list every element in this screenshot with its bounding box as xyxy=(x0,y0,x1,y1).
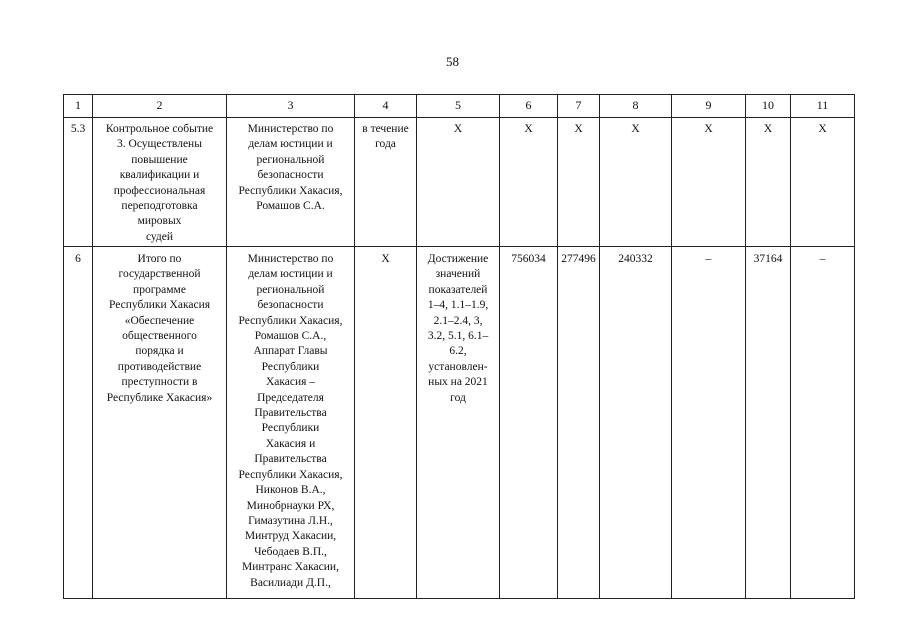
event-name: Итого по государственной программе Республики Хакасия «Обеспечение общественного порядка и противодействие преступности в Республике Хакасия» xyxy=(93,247,227,599)
column-number-row xyxy=(64,95,855,118)
column-number-5: 5 xyxy=(417,95,500,118)
expected-result: Достижение значений показателей 1–4, 1.1–1.9, 2.1–2.4, 3, 3.2, 5.1, 6.1– 6.2, установлен- ных на 2021 год xyxy=(417,247,500,599)
value-col-11: Х xyxy=(791,118,855,247)
event-name: Контрольное событие 3. Осуществлены повышение квалификации и профессиональная переподготовка мировых судей xyxy=(93,118,227,247)
column-number-8: 8 xyxy=(600,95,672,118)
value-col-6: Х xyxy=(500,118,558,247)
value-col-6: 756034 xyxy=(500,247,558,599)
responsible-executor: Министерство по делам юстиции и региональной безопасности Республики Хакасия, Ромашов С.А., Аппарат Главы Республики Хакасия – Председателя Правительства Республики Хакасия и Правительства Республики Хакасия, Никонов В.А., Минобрнауки РХ, Гимазутина Л.Н., Минтруд Хакасии, Чебодаев В.П., Минтранс Хакасии, Василиади Д.П., xyxy=(227,247,355,599)
responsible-executor: Министерство по делам юстиции и региональной безопасности Республики Хакасия, Ромашов С.А. xyxy=(227,118,355,247)
table-row xyxy=(64,247,855,599)
column-number-4: 4 xyxy=(355,95,417,118)
column-number-6: 6 xyxy=(500,95,558,118)
value-col-11: – xyxy=(791,247,855,599)
value-col-10: Х xyxy=(746,118,791,247)
value-col-8: Х xyxy=(600,118,672,247)
column-number-9: 9 xyxy=(672,95,746,118)
value-col-8: 240332 xyxy=(600,247,672,599)
column-number-1: 1 xyxy=(64,95,93,118)
column-number-7: 7 xyxy=(558,95,600,118)
expected-result: Х xyxy=(417,118,500,247)
column-number-10: 10 xyxy=(746,95,791,118)
program-table xyxy=(63,94,855,599)
execution-period: Х xyxy=(355,247,417,599)
page-number: 58 xyxy=(446,54,459,69)
column-number-3: 3 xyxy=(227,95,355,118)
value-col-9: Х xyxy=(672,118,746,247)
execution-period: в течение года xyxy=(355,118,417,247)
value-col-9: – xyxy=(672,247,746,599)
value-col-7: 277496 xyxy=(558,247,600,599)
value-col-10: 37164 xyxy=(746,247,791,599)
row-number: 5.3 xyxy=(64,118,93,247)
column-number-2: 2 xyxy=(93,95,227,118)
value-col-7: Х xyxy=(558,118,600,247)
table-row xyxy=(64,118,855,247)
column-number-11: 11 xyxy=(791,95,855,118)
row-number: 6 xyxy=(64,247,93,599)
